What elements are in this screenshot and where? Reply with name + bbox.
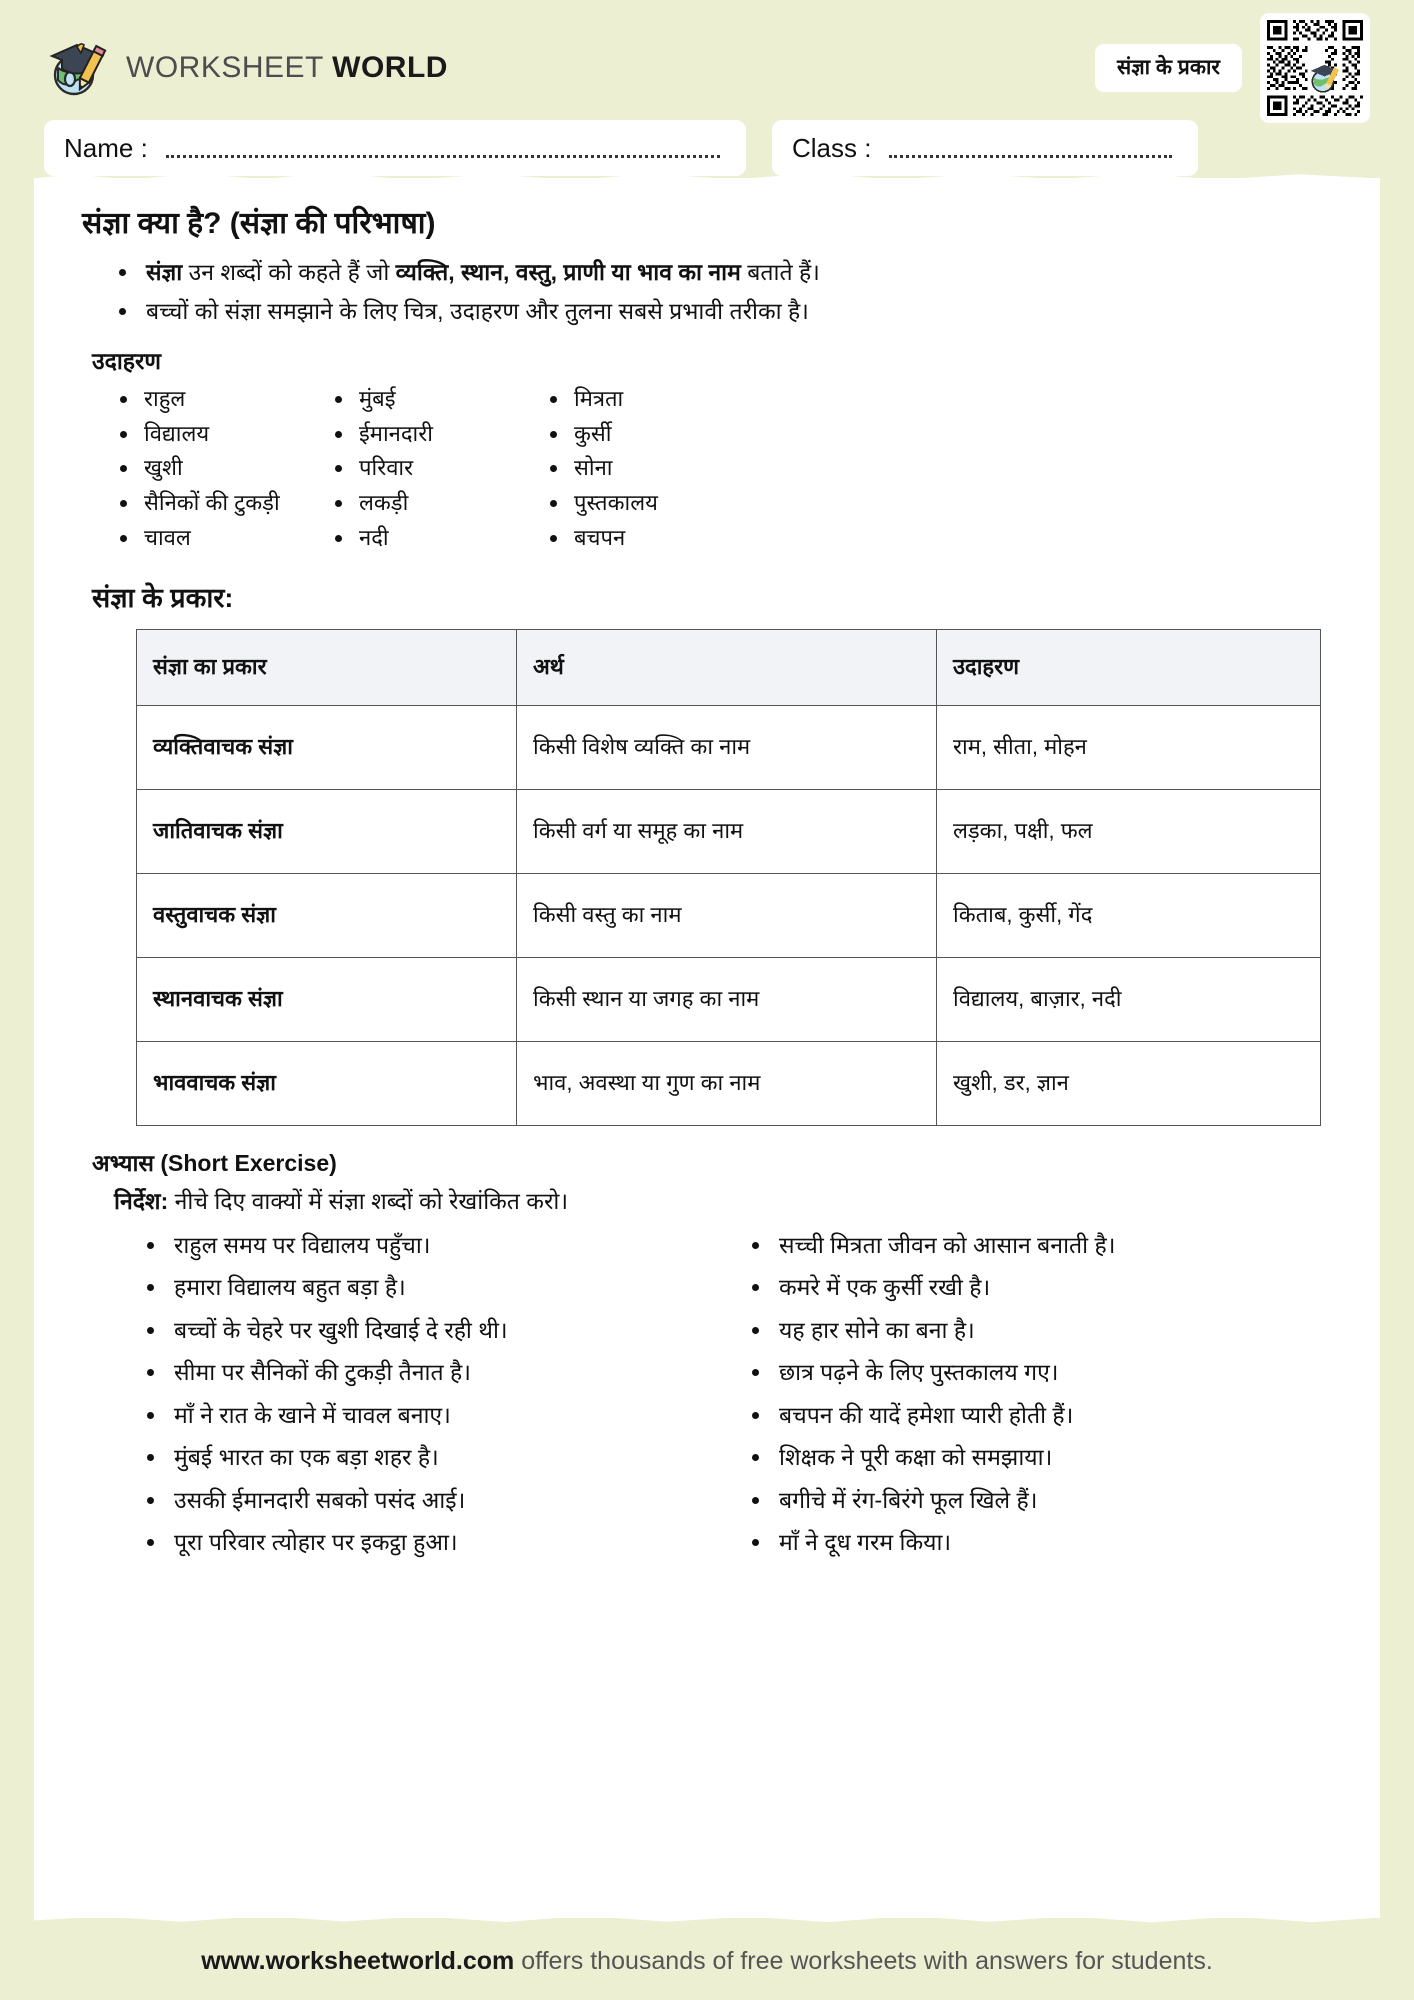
brand-name — [126, 51, 448, 85]
topic-badge: संज्ञा के प्रकार — [1095, 44, 1242, 92]
example-item: • चावल — [140, 521, 327, 556]
examples-column — [112, 382, 327, 556]
definition-item: • बच्चों को संज्ञा समझाने के लिए चित्र, उदाहरण और तुलना सबसे प्रभावी तरीका है। — [140, 294, 1332, 330]
definition-list — [140, 255, 1332, 330]
examples-list — [355, 382, 542, 556]
exercise-item: • बगीचे में रंग-बिरंगे फूल खिले हैं। — [773, 1479, 1332, 1522]
exercise-item: • छात्र पढ़ने के लिए पुस्तकालय गए। — [773, 1351, 1332, 1394]
exercise-item: • शिक्षक ने पूरी कक्षा को समझाया। — [773, 1436, 1332, 1479]
exercise-item: • माँ ने दूध गरम किया। — [773, 1521, 1332, 1564]
table-header-type: संज्ञा का प्रकार — [137, 629, 517, 705]
example-item: • ईमानदारी — [355, 417, 542, 452]
exercise-item: • कमरे में एक कुर्सी रखी है। — [773, 1266, 1332, 1309]
name-input-rule[interactable] — [166, 155, 720, 158]
table-cell-example: किताब, कुर्सी, गेंद — [937, 873, 1321, 957]
exercise-item: • सच्ची मित्रता जीवन को आसान बनाती है। — [773, 1224, 1332, 1267]
exercise-item: • यह हार सोने का बना है। — [773, 1309, 1332, 1352]
exercise-list-left — [168, 1224, 727, 1564]
table-head — [137, 629, 1321, 705]
table-cell-meaning: किसी स्थान या जगह का नाम — [517, 957, 937, 1041]
exercise-item: • माँ ने रात के खाने में चावल बनाए। — [168, 1394, 727, 1437]
example-item: • मित्रता — [570, 382, 757, 417]
class-input-rule[interactable] — [889, 155, 1172, 158]
exercise-item: • सीमा पर सैनिकों की टुकड़ी तैनात है। — [168, 1351, 727, 1394]
example-item: • मुंबई — [355, 382, 542, 417]
table-row — [137, 957, 1321, 1041]
brand — [44, 35, 448, 101]
page-header — [0, 0, 1414, 180]
table-cell-type: स्थानवाचक संज्ञा — [137, 957, 517, 1041]
exercise-column-left — [144, 1224, 727, 1564]
examples-list — [140, 382, 327, 556]
page-footer — [0, 1947, 1414, 1976]
example-item: • विद्यालय — [140, 417, 327, 452]
footer-domain[interactable]: www.worksheetworld.com — [201, 1947, 515, 1975]
exercise-item: • मुंबई भारत का एक बड़ा शहर है। — [168, 1436, 727, 1479]
brand-prefix: WORKSHEET — [126, 51, 333, 84]
example-item: • बचपन — [570, 521, 757, 556]
examples-list — [570, 382, 757, 556]
brand-bold: WORLD — [332, 51, 448, 84]
example-item: • सैनिकों की टुकड़ी — [140, 486, 327, 521]
example-item: • नदी — [355, 521, 542, 556]
definition-item: • संज्ञा उन शब्दों को कहते हैं जो व्यक्ति, स्थान, वस्तु, प्राणी या भाव का नाम बताते हैं। — [140, 255, 1332, 291]
exercise-heading: अभ्यास (Short Exercise) — [92, 1149, 337, 1176]
table-body — [137, 705, 1321, 1125]
table-cell-type: व्यक्तिवाचक संज्ञा — [137, 705, 517, 789]
exercise-item: • हमारा विद्यालय बहुत बड़ा है। — [168, 1266, 727, 1309]
examples-heading: उदाहरण — [92, 347, 162, 374]
table-header-row — [137, 629, 1321, 705]
table-row — [137, 873, 1321, 957]
exercise-item: • पूरा परिवार त्योहार पर इकट्ठा हुआ। — [168, 1521, 727, 1564]
table-cell-example: लड़का, पक्षी, फल — [937, 789, 1321, 873]
table-cell-meaning: किसी विशेष व्यक्ति का नाम — [517, 705, 937, 789]
table-row — [137, 1041, 1321, 1125]
example-item: • राहुल — [140, 382, 327, 417]
table-cell-meaning: भाव, अवस्था या गुण का नाम — [517, 1041, 937, 1125]
exercise-item: • उसकी ईमानदारी सबको पसंद आई। — [168, 1479, 727, 1522]
exercise-grid — [144, 1224, 1332, 1564]
class-label: Class : — [792, 132, 872, 163]
exercise-column-right — [749, 1224, 1332, 1564]
exercise-item: • बचपन की यादें हमेशा प्यारी होती हैं। — [773, 1394, 1332, 1437]
table-row — [137, 789, 1321, 873]
example-item: • परिवार — [355, 451, 542, 486]
example-item: • कुर्सी — [570, 417, 757, 452]
examples-grid — [112, 382, 1332, 556]
exercise-instruction-label: निर्देश: — [114, 1187, 169, 1214]
exercise-instruction — [114, 1184, 1332, 1216]
worksheet-sheet — [34, 178, 1380, 1918]
table-cell-example: राम, सीता, मोहन — [937, 705, 1321, 789]
name-label: Name : — [64, 132, 148, 163]
table-header-meaning: अर्थ — [517, 629, 937, 705]
example-item: • पुस्तकालय — [570, 486, 757, 521]
table-cell-meaning: किसी वर्ग या समूह का नाम — [517, 789, 937, 873]
name-field[interactable] — [44, 120, 746, 176]
table-cell-example: खुशी, डर, ज्ञान — [937, 1041, 1321, 1125]
examples-column — [327, 382, 542, 556]
table-header-example: उदाहरण — [937, 629, 1321, 705]
header-right-group — [1095, 13, 1370, 123]
qr-code-icon[interactable] — [1260, 13, 1370, 123]
class-field[interactable] — [772, 120, 1198, 176]
graduation-globe-pencil-logo-icon — [44, 35, 110, 101]
table-cell-type: वस्तुवाचक संज्ञा — [137, 873, 517, 957]
example-item: • खुशी — [140, 451, 327, 486]
noun-types-table — [136, 629, 1321, 1126]
table-cell-type: भाववाचक संज्ञा — [137, 1041, 517, 1125]
table-cell-example: विद्यालय, बाज़ार, नदी — [937, 957, 1321, 1041]
exercise-item: • बच्चों के चेहरे पर खुशी दिखाई दे रही थी। — [168, 1309, 727, 1352]
types-heading: संज्ञा के प्रकार: — [92, 582, 234, 613]
exercise-instruction-text: नीचे दिए वाक्यों में संज्ञा शब्दों को रेखांकित करो। — [168, 1187, 569, 1214]
header-top-row — [44, 30, 1370, 106]
student-fields — [44, 120, 1370, 176]
table-cell-type: जातिवाचक संज्ञा — [137, 789, 517, 873]
example-item: • लकड़ी — [355, 486, 542, 521]
exercise-item: • राहुल समय पर विद्यालय पहुँचा। — [168, 1224, 727, 1267]
exercise-list-right — [773, 1224, 1332, 1564]
table-cell-meaning: किसी वस्तु का नाम — [517, 873, 937, 957]
footer-tagline: offers thousands of free worksheets with answers for students. — [514, 1947, 1213, 1975]
example-item: • सोना — [570, 451, 757, 486]
examples-column — [542, 382, 757, 556]
worksheet-content — [34, 178, 1380, 1564]
table-row — [137, 705, 1321, 789]
page-title: संज्ञा क्या है? (संज्ञा की परिभाषा) — [82, 207, 436, 240]
